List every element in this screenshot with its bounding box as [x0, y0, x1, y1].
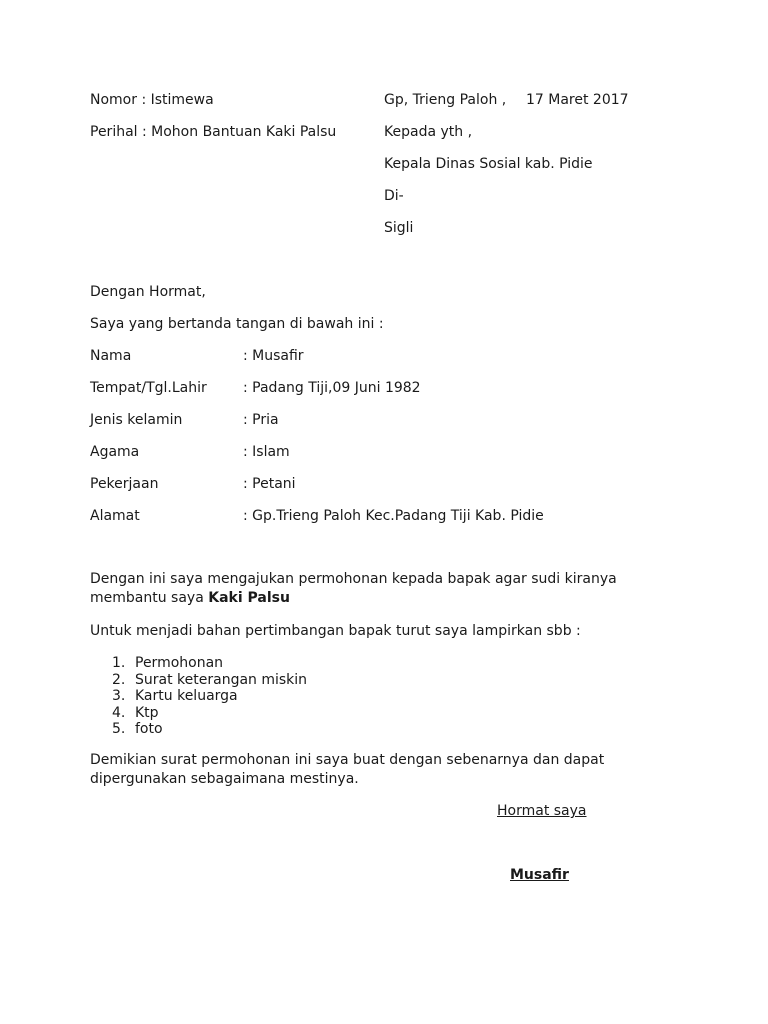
recipient-name: Kepala Dinas Sosial kab. Pidie	[384, 156, 593, 172]
identity-label: Jenis kelamin	[90, 412, 183, 428]
identity-value: : Padang Tiji,09 Juni 1982	[243, 380, 421, 396]
list-number: 4.	[112, 704, 126, 721]
list-item	[112, 655, 307, 672]
list-item	[112, 721, 307, 738]
identity-label: Alamat	[90, 508, 140, 524]
recipient-salutation: Kepada yth ,	[384, 124, 473, 140]
identity-label: Nama	[90, 348, 132, 364]
letter-number: Nomor : Istimewa	[90, 92, 214, 108]
intro-line: Saya yang bertanda tangan di bawah ini :	[90, 316, 384, 332]
identity-value: : Pria	[243, 412, 279, 428]
request-text: Dengan ini saya mengajukan permohonan kepada bapak agar sudi kiranya membantu saya	[90, 571, 617, 606]
identity-value: : Gp.Trieng Paloh Kec.Padang Tiji Kab. Pidie	[243, 508, 544, 524]
list-number: 3.	[112, 688, 126, 704]
letter-date: 17 Maret 2017	[526, 92, 629, 108]
identity-value: : Islam	[243, 444, 290, 460]
letter-place: Gp, Trieng Paloh ,	[384, 92, 507, 108]
identity-value: : Musafir	[243, 348, 304, 364]
list-item	[112, 671, 308, 689]
attachments-intro: Untuk menjadi bahan pertimbangan bapak turut saya lampirkan sbb :	[90, 623, 581, 639]
list-text: Permohonan	[135, 655, 224, 671]
recipient-city: Sigli	[384, 220, 414, 236]
identity-value: : Petani	[243, 476, 296, 492]
letter-subject: Perihal : Mohon Bantuan Kaki Palsu	[90, 124, 337, 140]
list-text: foto	[135, 721, 163, 737]
identity-label: Pekerjaan	[90, 476, 159, 492]
list-item	[112, 704, 307, 722]
request-item: Kaki Palsu	[208, 590, 290, 606]
list-number: 1.	[112, 655, 126, 671]
closing-paragraph: Demikian surat permohonan ini saya buat dengan sebenarnya dan dapat dipergunakan sebagaimana mestinya.	[90, 752, 605, 787]
identity-label: Agama	[90, 444, 140, 460]
request-paragraph	[90, 570, 630, 608]
list-text: Kartu keluarga	[135, 688, 238, 704]
attachments-list	[90, 655, 307, 738]
signature-name: Musafir	[510, 867, 569, 883]
list-text: Ktp	[135, 704, 159, 721]
greeting: Dengan Hormat,	[90, 284, 206, 300]
identity-label: Tempat/Tgl.Lahir	[90, 380, 207, 396]
list-number: 2.	[112, 671, 126, 688]
signature-regards: Hormat saya	[497, 803, 587, 819]
list-number: 5.	[112, 721, 126, 737]
recipient-di: Di-	[384, 188, 404, 204]
list-item	[112, 688, 307, 705]
list-text: Surat keterangan miskin	[135, 671, 308, 688]
